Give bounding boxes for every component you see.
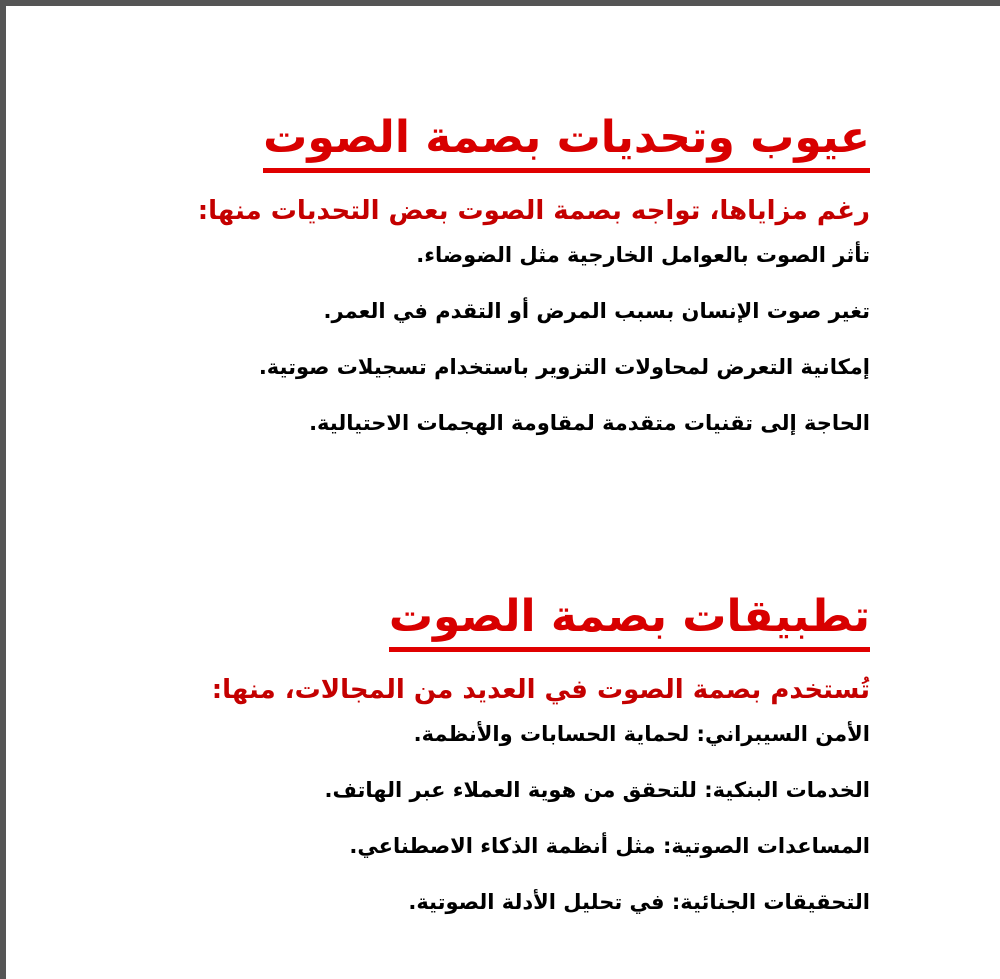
list-item: الخدمات البنكية: للتحقق من هوية العملاء عبر الهاتف.	[324, 778, 870, 802]
document-page	[6, 6, 1000, 979]
section-subheading: تُستخدم بصمة الصوت في العديد من المجالات، منها:	[211, 675, 870, 705]
challenges-list	[198, 241, 870, 437]
list-item: الأمن السيبراني: لحماية الحسابات والأنظمة.	[413, 722, 870, 746]
applications-list	[212, 720, 870, 916]
list-item: الحاجة إلى تقنيات متقدمة لمقاومة الهجمات الاحتيالية.	[309, 411, 870, 435]
list-item: تغير صوت الإنسان بسبب المرض أو التقدم في العمر.	[323, 299, 870, 323]
list-item: التحقيقات الجنائية: في تحليل الأدلة الصوتية.	[408, 890, 870, 914]
list-item: إمكانية التعرض لمحاولات التزوير باستخدام تسجيلات صوتية.	[258, 355, 870, 379]
section-voice-print-challenges	[198, 110, 870, 437]
section-voice-print-applications	[212, 589, 870, 916]
list-item: المساعدات الصوتية: مثل أنظمة الذكاء الاصطناعي.	[349, 834, 870, 858]
section-heading: عيوب وتحديات بصمة الصوت	[263, 110, 870, 173]
list-item: تأثر الصوت بالعوامل الخارجية مثل الضوضاء.	[416, 243, 870, 267]
section-subheading: رغم مزاياها، تواجه بصمة الصوت بعض التحديات منها:	[197, 196, 870, 226]
section-heading: تطبيقات بصمة الصوت	[389, 589, 870, 652]
